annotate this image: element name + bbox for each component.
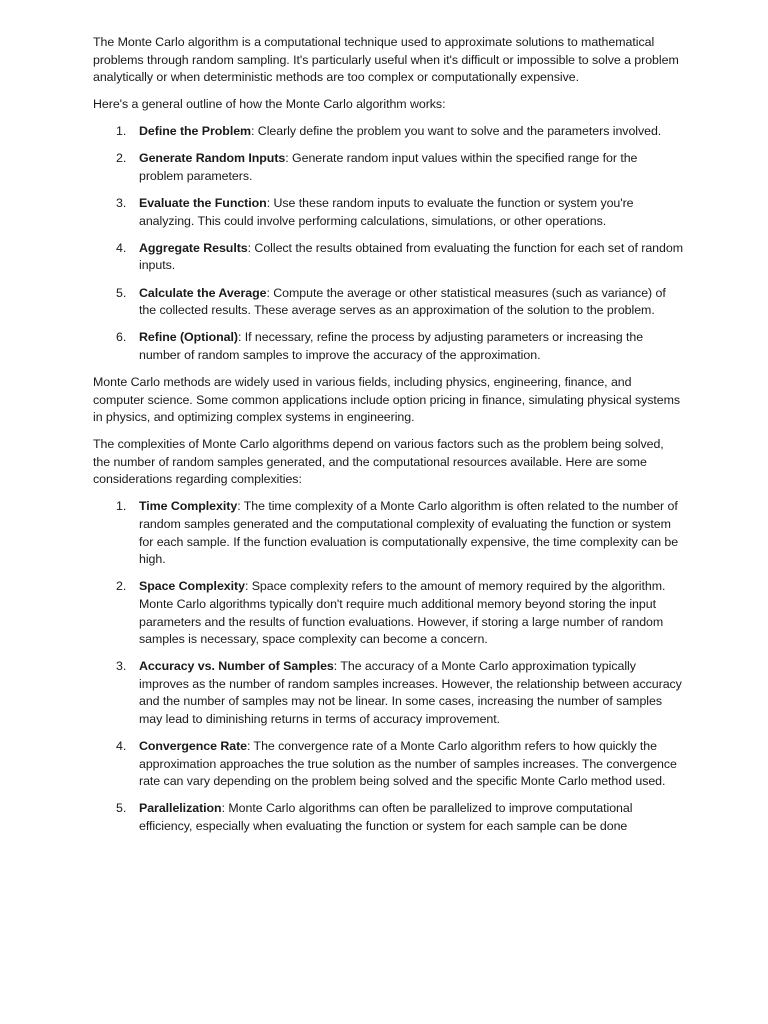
list-text: : Use these random inputs to evaluate the function or system you're analyzing. This could involve performing calculations, simulations, or other operations. bbox=[139, 196, 634, 228]
list-number: 2. bbox=[116, 151, 127, 166]
list-item bbox=[93, 578, 683, 648]
list-item bbox=[93, 240, 683, 275]
algorithm-steps-list bbox=[93, 123, 683, 364]
list-number: 1. bbox=[116, 499, 127, 514]
list-text: : Generate random input values within the specified range for the problem parameters. bbox=[139, 151, 638, 184]
list-term: Aggregate Results bbox=[139, 240, 248, 255]
list-item bbox=[93, 329, 683, 364]
list-item bbox=[93, 195, 683, 230]
list-term: Convergence Rate bbox=[139, 739, 247, 754]
intro-paragraph: The Monte Carlo algorithm is a computational technique used to approximate solutions to mathematical problems through random sampling. It's particularly useful when it's difficult or impossible to solve a problem analytically or when deterministic methods are too complex or computationally expensive. bbox=[93, 35, 679, 85]
list-text: : Clearly define the problem you want to solve and the parameters involved. bbox=[251, 124, 662, 139]
list-number: 3. bbox=[116, 659, 127, 674]
complexities-paragraph: The complexities of Monte Carlo algorithms depend on various factors such as the problem being solved, the number of random samples generated, and the computational resources available. Here are some considerations regarding complexities: bbox=[93, 437, 664, 487]
list-text: : The convergence rate of a Monte Carlo algorithm refers to how quickly the approximation approaches the true solution as the number of samples increases. The convergence rate can vary depending on the problem being solved and the specific Monte Carlo method used. bbox=[139, 739, 677, 789]
list-text: : Space complexity refers to the amount of memory required by the algorithm. Monte Carlo algorithms typically don't require much additional memory beyond storing the input parameters and the results of function evaluations. However, if storing a large number of random samples is necessary, space complexity can become a concern. bbox=[139, 579, 666, 647]
list-number: 1. bbox=[116, 124, 127, 139]
list-number: 6. bbox=[116, 330, 127, 345]
list-term: Define the Problem bbox=[139, 124, 252, 139]
list-item bbox=[93, 150, 683, 185]
list-text: : Monte Carlo algorithms can often be parallelized to improve computational efficiency, especially when evaluating the function or system for each sample can be done bbox=[139, 801, 633, 833]
list-term: Parallelization bbox=[139, 801, 222, 816]
list-term: Accuracy vs. Number of Samples bbox=[139, 659, 334, 674]
list-item bbox=[93, 738, 683, 791]
list-term: Evaluate the Function bbox=[139, 196, 267, 211]
complexity-considerations-list bbox=[93, 498, 683, 835]
list-number: 4. bbox=[116, 240, 127, 255]
list-number: 2. bbox=[116, 579, 127, 594]
document-body bbox=[93, 34, 683, 845]
list-number: 3. bbox=[116, 196, 127, 211]
list-number: 4. bbox=[116, 739, 127, 754]
list-term: Time Complexity bbox=[139, 499, 238, 514]
list-text: : The time complexity of a Monte Carlo algorithm is often related to the number of random samples generated and the computational complexity of evaluating the function or system for each sample. If the function evaluation is computationally expensive, the time complexity can be high. bbox=[139, 499, 679, 567]
list-text: : The accuracy of a Monte Carlo approximation typically improves as the number of random samples increases. However, the relationship between accuracy and the number of samples may not be linear. In some cases, increasing the number of samples may lead to diminishing returns in terms of accuracy improvement. bbox=[139, 659, 682, 726]
list-item bbox=[93, 800, 683, 835]
list-term: Refine (Optional) bbox=[139, 330, 238, 345]
list-text: : Compute the average or other statistical measures (such as variance) of the collected results. These average serves as an approximation of the solution to the problem. bbox=[139, 285, 666, 318]
list-item bbox=[93, 285, 683, 320]
list-text: : If necessary, refine the process by adjusting parameters or increasing the number of random samples to improve the accuracy of the approximation. bbox=[139, 330, 644, 362]
list-item bbox=[93, 658, 683, 728]
list-item bbox=[93, 123, 683, 141]
list-term: Calculate the Average bbox=[139, 285, 267, 300]
applications-paragraph: Monte Carlo methods are widely used in various fields, including physics, engineering, finance, and computer science. Some common applications include option pricing in finance, simulating physical systems in physics, and optimizing complex systems in engineering. bbox=[93, 374, 681, 425]
list-term: Generate Random Inputs bbox=[139, 151, 286, 166]
list-number: 5. bbox=[116, 285, 127, 300]
list-number: 5. bbox=[116, 801, 127, 816]
list-item bbox=[93, 498, 683, 568]
list-text: : Collect the results obtained from evaluating the function for each set of random inputs. bbox=[139, 240, 683, 273]
list-term: Space Complexity bbox=[139, 579, 245, 594]
outline-lead-paragraph: Here's a general outline of how the Monte Carlo algorithm works: bbox=[93, 97, 446, 112]
